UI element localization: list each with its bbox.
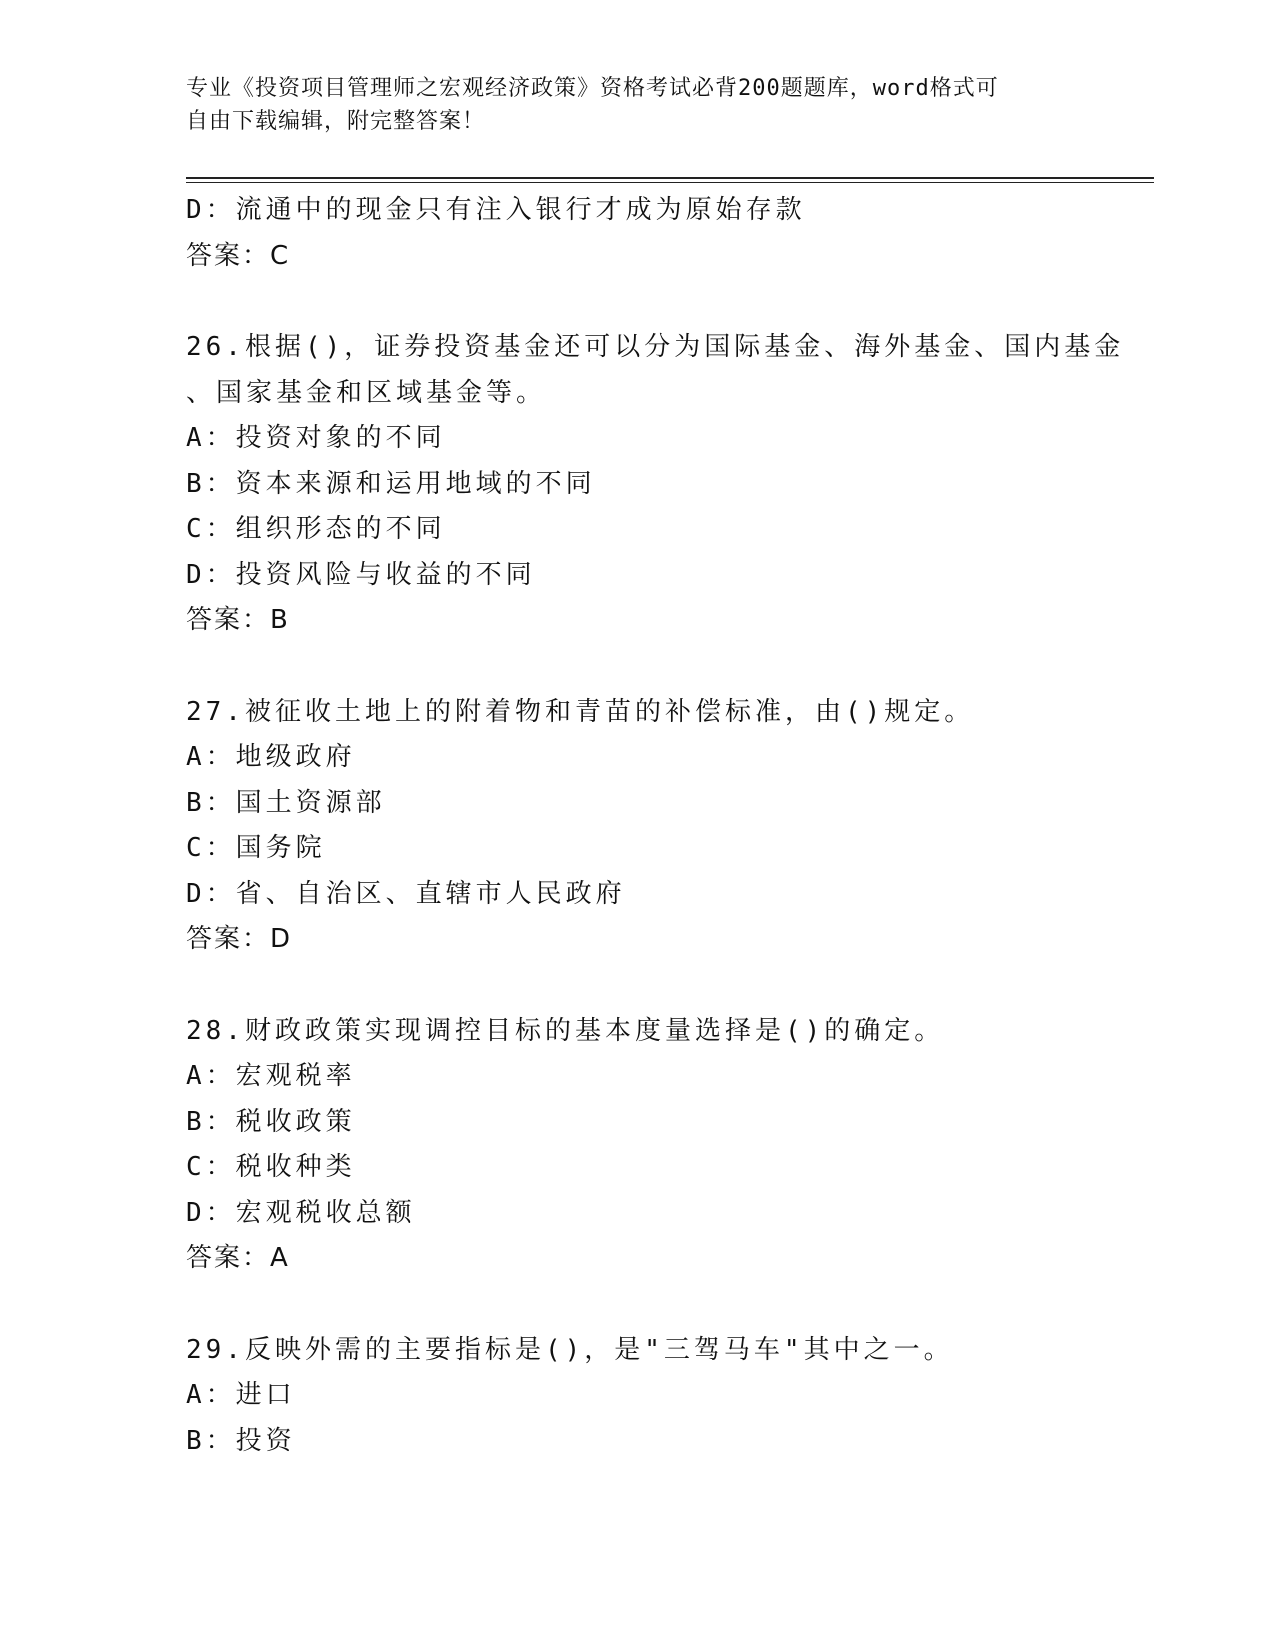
spacer: [186, 279, 1106, 325]
question-stem: 、国家基金和区域基金等。: [186, 377, 547, 408]
option-a: A：投资对象的不同: [186, 423, 446, 453]
question-stem: 28.财政政策实现调控目标的基本度量选择是()的确定。: [186, 1015, 945, 1046]
question-stem: 26.根据()，证券投资基金还可以分为国际基金、海外基金、国内基金: [186, 332, 1125, 362]
lead-option-d: D：流通中的现金只有注入银行才成为原始存款: [186, 195, 806, 225]
lead-answer: 答案：C: [186, 240, 291, 271]
option-a: A：进口: [186, 1380, 296, 1410]
answer: 答案：B: [186, 605, 290, 635]
question-26: [186, 325, 1125, 644]
option-c: C：国务院: [186, 833, 326, 863]
answer: 答案：A: [186, 1243, 290, 1273]
document-header: [186, 72, 1066, 138]
option-d: D：投资风险与收益的不同: [186, 559, 536, 590]
header-line-1: 专业《投资项目管理师之宏观经济政策》资格考试必背200题题库，word格式可: [186, 76, 999, 101]
question-28: [186, 1009, 1106, 1282]
header-divider-thin: [186, 182, 1154, 183]
option-a: A：宏观税率: [186, 1061, 356, 1091]
option-b: B：资本来源和运用地域的不同: [186, 468, 596, 499]
spacer: [186, 963, 1106, 1009]
question-29: [186, 1328, 1106, 1465]
option-c: C：组织形态的不同: [186, 514, 446, 544]
question-list: [186, 188, 1125, 1464]
option-c: C：税收种类: [186, 1152, 356, 1182]
option-b: B：税收政策: [186, 1106, 356, 1137]
spacer: [186, 1282, 1106, 1328]
option-a: A：地级政府: [186, 742, 356, 772]
spacer: [186, 644, 1106, 690]
question-stem: 29.反映外需的主要指标是()，是"三驾马车"其中之一。: [186, 1334, 954, 1365]
option-b: B：国土资源部: [186, 787, 386, 818]
option-b: B：投资: [186, 1425, 296, 1456]
option-d: D：省、自治区、直辖市人民政府: [186, 878, 626, 909]
header-divider-thick: [186, 177, 1154, 179]
answer: 答案：D: [186, 924, 293, 954]
question-27: [186, 690, 1106, 963]
question-stem: 27.被征收土地上的附着物和青苗的补偿标准，由()规定。: [186, 696, 975, 727]
header-line-2: 自由下载编辑，附完整答案！: [186, 109, 486, 134]
option-d: D：宏观税收总额: [186, 1197, 416, 1228]
